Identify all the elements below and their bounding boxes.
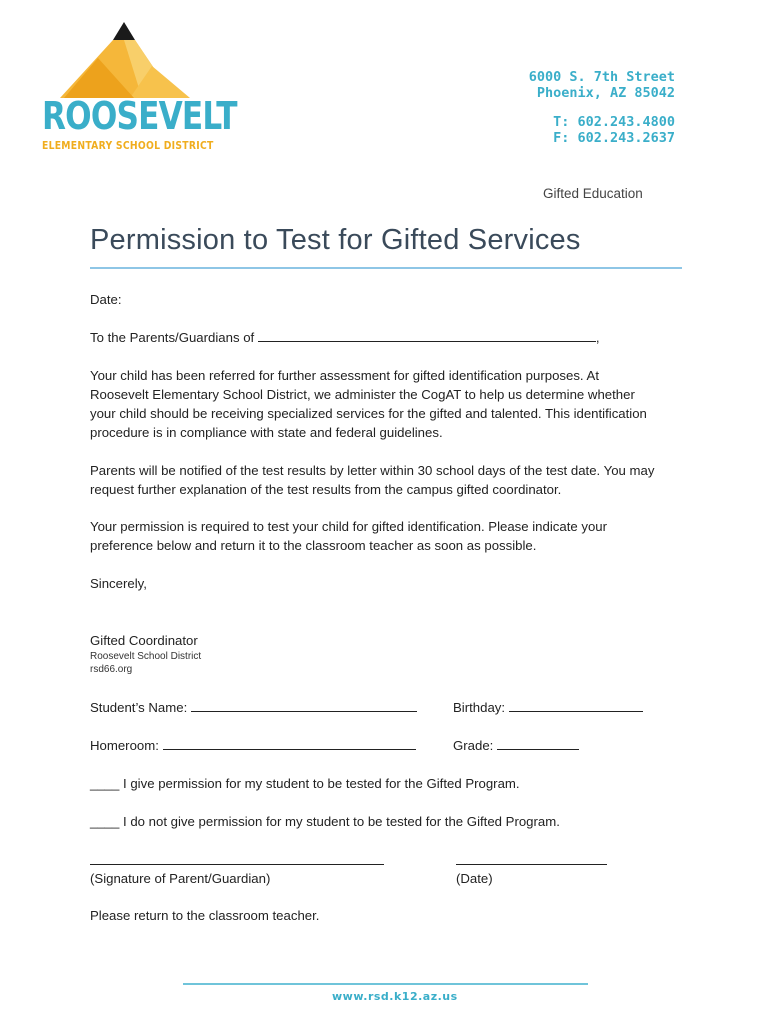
paragraph-permission: Your permission is required to test your child for gifted identification. Please indicate your preference below and return it to the classroom teacher as soon as possible. bbox=[90, 519, 608, 553]
student-name-blank[interactable] bbox=[191, 699, 417, 712]
birthday-field bbox=[453, 698, 653, 717]
grade-field bbox=[453, 736, 653, 755]
signer-site: rsd66.org bbox=[90, 664, 133, 675]
permission-option-give[interactable] bbox=[90, 774, 655, 793]
footer-divider bbox=[183, 983, 588, 985]
homeroom-blank[interactable] bbox=[163, 737, 416, 750]
student-name-field bbox=[90, 698, 430, 717]
signer-title: Gifted Coordinator bbox=[90, 633, 198, 648]
department-label: Gifted Education bbox=[543, 186, 643, 201]
fax-number: F: 602.243.2637 bbox=[553, 130, 675, 146]
parents-comma: , bbox=[595, 330, 600, 345]
title-divider bbox=[90, 267, 682, 269]
signature-label: (Signature of Parent/Guardian) bbox=[90, 871, 271, 886]
paragraph-referral: Your child has been referred for further assessment for gifted identification purposes. At Roosevelt Elementary School District, we administer the CogAT to help us determine whether your child should be receiving specialized services for the gifted and talented. This identification procedure is in compliance with state and federal guidelines. bbox=[90, 368, 647, 440]
phone-number: T: 602.243.4800 bbox=[553, 114, 675, 130]
birthday-label: Birthday: bbox=[453, 700, 506, 715]
birthday-blank[interactable] bbox=[509, 699, 643, 712]
address-line-2: Phoenix, AZ 85042 bbox=[536, 85, 675, 101]
permission-give-blank[interactable]: ____ bbox=[90, 776, 120, 791]
homeroom-field bbox=[90, 736, 430, 755]
grade-blank[interactable] bbox=[497, 737, 579, 750]
logo-wordmark: ROOSEVELT bbox=[42, 94, 237, 138]
signer-org: Roosevelt School District bbox=[90, 651, 202, 662]
date-label: Date: bbox=[90, 292, 122, 307]
permission-option-deny[interactable] bbox=[90, 812, 655, 831]
permission-deny-blank[interactable]: ____ bbox=[90, 814, 120, 829]
address-line-1: 6000 S. 7th Street bbox=[528, 69, 675, 85]
homeroom-label: Homeroom: bbox=[90, 738, 159, 753]
permission-deny-text: I do not give permission for my student to be tested for the Gifted Program. bbox=[123, 814, 560, 829]
paragraph-notification: Parents will be notified of the test results by letter within 30 school days of the test date. You may request further explanation of the test results from the campus gifted coordinator. bbox=[90, 463, 655, 497]
page-title: Permission to Test for Gifted Services bbox=[90, 224, 581, 256]
footer-website-link[interactable]: www.rsd.k12.az.us bbox=[332, 990, 458, 1003]
signature-line[interactable] bbox=[90, 864, 384, 865]
parents-label: To the Parents/Guardians of bbox=[90, 330, 255, 345]
logo-subtitle: ELEMENTARY SCHOOL DISTRICT bbox=[42, 140, 214, 152]
grade-label: Grade: bbox=[453, 738, 494, 753]
signature-date-line[interactable] bbox=[456, 864, 607, 865]
parents-line bbox=[90, 328, 655, 347]
permission-give-text: I give permission for my student to be tested for the Gifted Program. bbox=[123, 776, 520, 791]
closing: Sincerely, bbox=[90, 576, 147, 591]
signature-date-label: (Date) bbox=[456, 871, 493, 886]
student-name-label: Student’s Name: bbox=[90, 700, 188, 715]
parents-name-blank[interactable] bbox=[258, 329, 596, 342]
return-note: Please return to the classroom teacher. bbox=[90, 908, 320, 923]
